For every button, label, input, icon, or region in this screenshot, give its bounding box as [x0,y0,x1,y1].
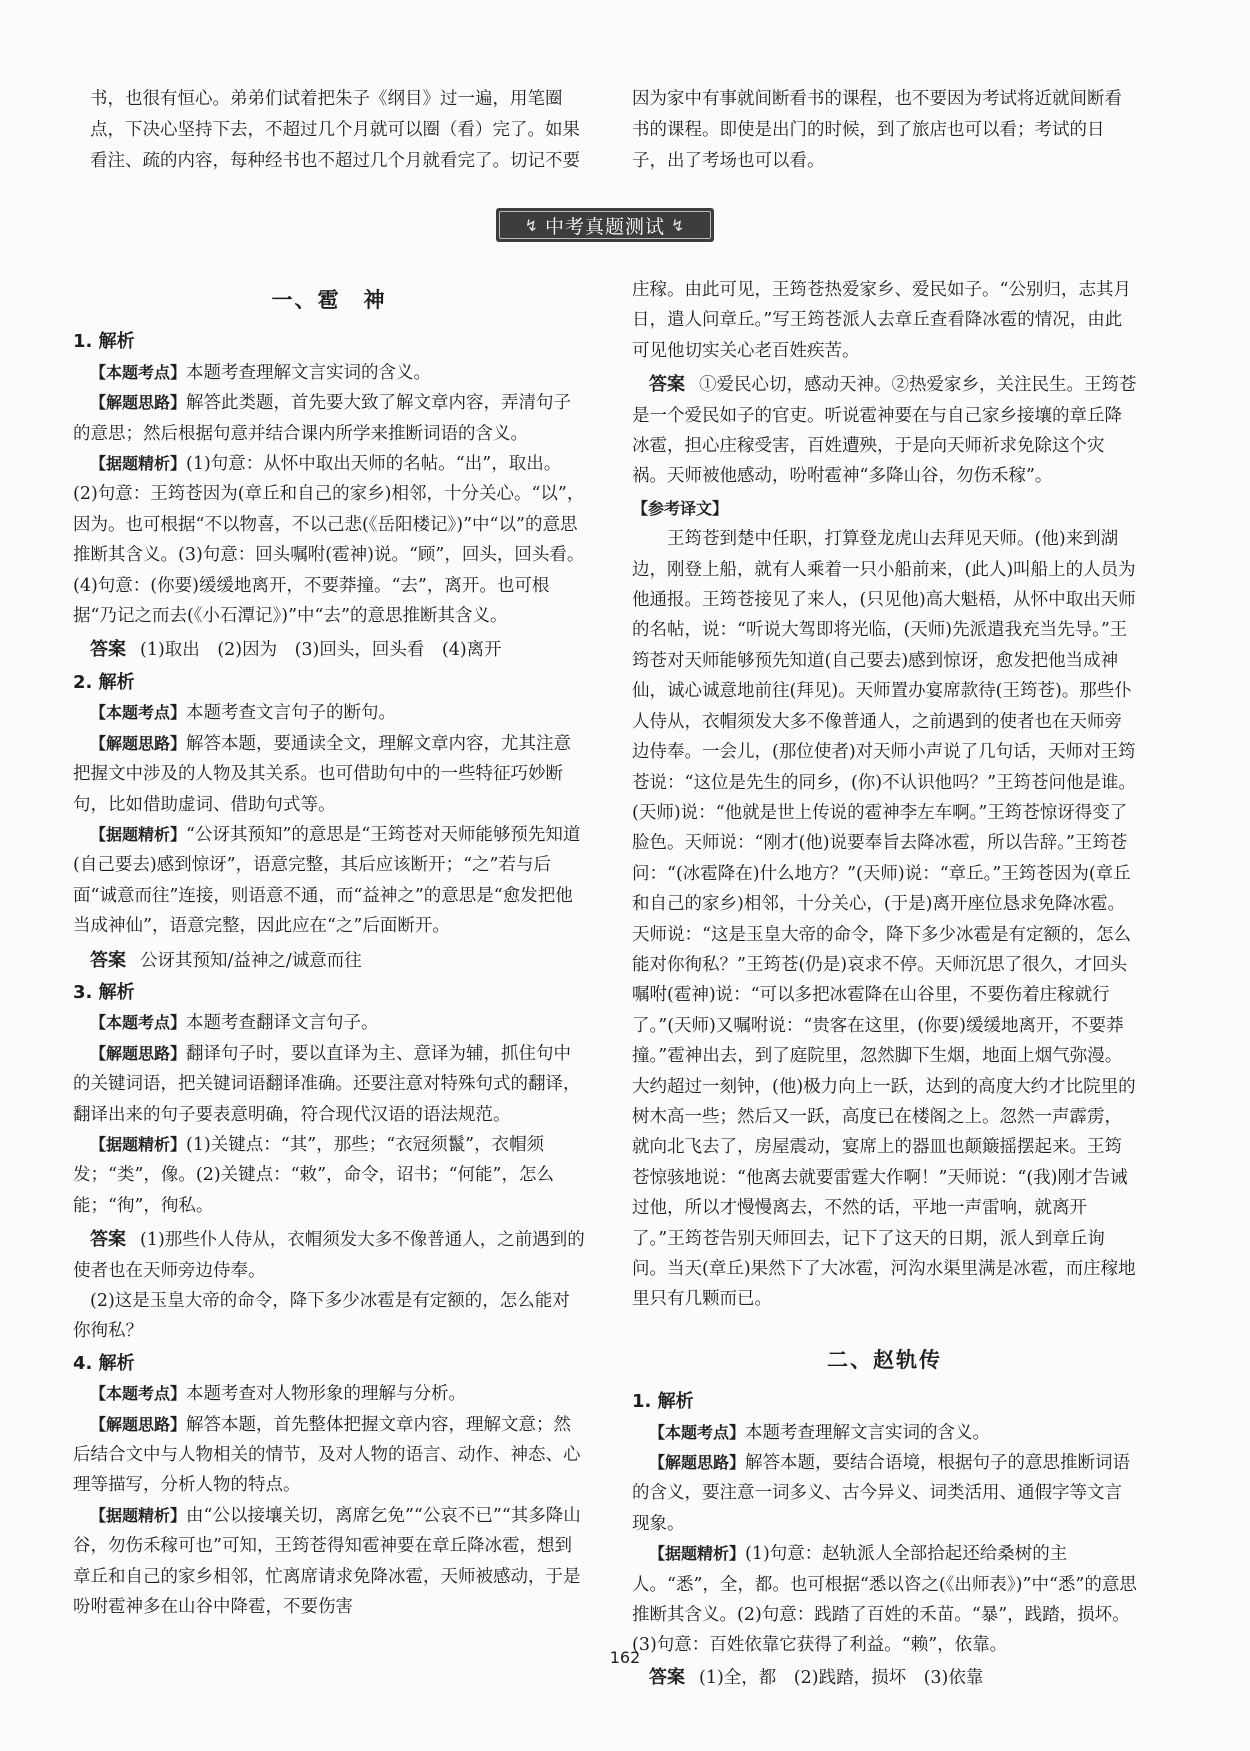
q3-label-silu: 【解题思路】 [90,1043,187,1063]
q3-answer-label: 答案 [90,1229,126,1251]
top-text-left [90,84,585,177]
s2-q1-text-kaodian: 本题考查理解文言实词的含义。 [745,1422,991,1443]
q4-answer-label: 答案 [649,374,685,396]
reference-translation-label: 【参考译文】 [632,498,729,518]
s2-q1-label-jingxi: 【据题精析】 [649,1544,746,1564]
q2-answer-label: 答案 [90,949,126,971]
s2-q1-label-kaodian: 【本题考点】 [649,1422,746,1442]
s2-q1-answer-label: 答案 [649,1666,685,1688]
section1-title: 一、雹 神 [271,287,387,312]
q1-answer: (1)取出 (2)因为 (3)回头，回头看 (4)离开 [140,640,502,661]
q4-head: 4. 解析 [73,1352,135,1374]
q1-text-silu: 解答此类题，首先要大致了解文章内容，弄清句子的意思；然后根据句意并结合课内所学来推断词语的含义。 [73,393,572,444]
q3-answer-2: (2)这是玉皇大帝的命令，降下多少冰雹是有定额的，怎么能对你徇私？ [73,1291,570,1342]
q3-text-kaodian: 本题考查翻译文言句子。 [186,1013,379,1034]
q2-text-kaodian: 本题考查文言句子的断句。 [186,703,397,724]
q3-text-jingxi: (1)关键点：“其”，那些；“衣冠须鬣”，衣帽须发；“类”，像。(2)关键点：“敕”，命令，诏书；“何能”，怎么能；“徇”，徇私。 [73,1134,554,1216]
q2-label-jingxi: 【据题精析】 [90,824,187,844]
q3-label-kaodian: 【本题考点】 [90,1013,187,1033]
right-column [632,275,1137,1693]
q1-label-silu: 【解题思路】 [90,393,187,413]
q1-answer-label: 答案 [90,639,126,661]
q2-text-jingxi: “公讶其预知”的意思是“王筠苍对天师能够预先知道(自己要去)感到惊讶”，语意完整，其后应该断开；“之”若与后面“诚意而往”连接，则语意不通，而“益神之”的意思是“愈发把他当成神仙”，语意完整，因此应在“之”后面断开。 [73,824,581,937]
q1-label-jingxi: 【据题精析】 [90,454,187,474]
q4-continuation: 庄稼。由此可见，王筠苍热爱家乡、爱民如子。“公别归，志其月日，遣人问章丘。”写王筠苍派人去章丘查看降冰雹的情况，由此可见他切实关心老百姓疾苦。 [632,280,1131,361]
q1-label-kaodian: 【本题考点】 [90,362,187,382]
q3-answer-1: (1)那些仆人侍从，衣帽须发大多不像普通人，之前遇到的使者也在天师旁边侍奉。 [73,1230,585,1281]
q4-label-jingxi: 【据题精析】 [90,1505,187,1525]
q2-label-kaodian: 【本题考点】 [90,703,187,723]
q4-text-kaodian: 本题考查对人物形象的理解与分析。 [186,1384,467,1405]
swirl-icon: ↯ [671,215,686,235]
q4-text-jingxi: 由“公以接壤关切，离席乞免”“公哀不已”“其多降山谷，勿伤禾稼可也”可知，王筠苍得知雹神要在章丘降冰雹，想到章丘和自己的家乡相邻，忙离席请求免降冰雹，天师被感动，于是吩咐雹神多在山谷中降雹，不要伤害 [73,1505,581,1618]
q2-head: 2. 解析 [73,671,135,693]
q4-label-kaodian: 【本题考点】 [90,1384,187,1404]
s2-q1-text-silu: 解答本题，要结合语境，根据句子的意思推断词语的含义，要注意一词多义、古今异义、词类活用、通假字等文言现象。 [632,1453,1131,1534]
section-banner [496,208,714,242]
q1-text-kaodian: 本题考查理解文言实词的含义。 [186,362,432,383]
q4-answer: ①爱民心切，感动天神。②热爱家乡，关注民生。王筠苍是一个爱民如子的官吏。听说雹神要在与自己家乡接壤的章丘降冰雹，担心庄稼受害，百姓遭殃，于是向天师祈求免除这个灾祸。天师被他感动，吩咐雹神“多降山谷，勿伤禾稼”。 [632,375,1137,487]
q1-head: 1. 解析 [73,331,135,353]
q4-text-silu: 解答本题，首先整体把握文章内容，理解文意；然后结合文中与人物相关的情节，及对人物的语言、动作、神态、心理等描写，分析人物的特点。 [73,1414,581,1496]
q2-label-silu: 【解题思路】 [90,733,187,753]
q2-answer: 公讶其预知/益神之/诚意而往 [140,950,362,971]
top-left-paragraph: 书，也很有恒心。弟弟们试着把朱子《纲目》过一遍，用笔圈点，下决心坚持下去，不超过几个月就可以圈（看）完了。如果看注、疏的内容，每种经书也不超过几个月就看完了。切记不要 [90,89,580,171]
s2-q1-text-jingxi: (1)句意：赵轨派人全部拾起还给桑树的主人。“悉”，全，都。也可根据“悉以咨之(《出师表》)”中“悉”的意思推断其含义。(2)句意：践踏了百姓的禾苗。“暴”，践踏，损坏。(3)句意：百姓依靠它获得了利益。“赖”，依靠。 [632,1544,1137,1656]
q3-head: 3. 解析 [73,981,135,1003]
q4-label-silu: 【解题思路】 [90,1414,187,1434]
q3-label-jingxi: 【据题精析】 [90,1134,187,1154]
reference-translation: 王筠苍到楚中任职，打算登龙虎山去拜见天师。(他)来到湖边，刚登上船，就有人乘着一只小船前来，(此人)叫船上的人员为他通报。王筠苍接见了来人，(只见他)高大魁梧，从怀中取出天师的名帖，说：“听说大驾即将光临，(天师)先派遣我充当先导。”王筠苍对天师能够预先知道(自己要去)感到惊讶，愈发把他当成神仙，诚心诚意地前往(拜见)。天师置办宴席款待(王筠苍)。那些仆人侍从，衣帽须发大多不像普通人，之前遇到的使者也在天师旁边侍奉。一会儿，(那位使者)对天师小声说了几句话，天师对王筠苍说：“这位是先生的同乡，(你)不认识他吗？”王筠苍问他是谁。(天师)说：“他就是世上传说的雹神李左车啊。”王筠苍惊讶得变了脸色。天师说：“刚才(他)说要奉旨去降冰雹，所以告辞。”王筠苍问：“(冰雹降在)什么地方？”(天师)说：“章丘。”王筠苍因为(章丘和自己的家乡)相邻，十分关心，(于是)离开座位恳求免降冰雹。天师说：“这是玉皇大帝的命令，降下多少冰雹是有定额的，怎么能对你徇私？”王筠苍(仍是)哀求不停。天师沉思了很久，才回头嘱咐(雹神)说：“可以多把冰雹降在山谷里，不要伤着庄稼就行了。”(天师)又嘱咐说：“贵客在这里，(你要)缓缓地离开，不要莽撞。”雹神出去，到了庭院里，忽然脚下生烟，地面上烟气弥漫。大约超过一刻钟，(他)极力向上一跃，达到的高度大约才比院里的树木高一些；然后又一跃，高度已在楼阁之上。忽然一声霹雳，就向北飞去了，房屋震动，宴席上的器皿也颠簸摇摆起来。王筠苍惊骇地说：“他离去就要雷霆大作啊！”天师说：“(我)刚才告诫过他，所以才慢慢离去，不然的话，平地一声雷响，就离开了。”王筠苍告别天师回去，记下了这天的日期，派人到章丘询问。当天(章丘)果然下了大冰雹，河沟水渠里满是冰雹，而庄稼地里只有几颗而已。 [632,529,1137,1310]
left-column [73,285,585,1622]
q1-text-jingxi: (1)句意：从怀中取出天师的名帖。“出”，取出。(2)句意：王筠苍因为(章丘和自己的家乡)相邻，十分关心。“以”，因为。也可根据“不以物喜，不以己悲(《岳阳楼记》)”中“以”的意思推断其含义。(3)句意：回头嘱咐(雹神)说。“顾”，回头，回头看。(4)句意：(你要)缓缓地离开，不要莽撞。“去”，离开。也可根据“乃记之而去(《小石潭记》)”中“去”的意思推断其含义。 [73,454,585,627]
banner-title: 中考真题测试 [544,215,665,238]
s2-q1-label-silu: 【解题思路】 [649,1453,746,1473]
q3-text-silu: 翻译句子时，要以直译为主、意译为辅，抓住句中的关键词语，把关键词语翻译准确。还要注意对特殊句式的翻译，翻译出来的句子要表意明确，符合现代汉语的语法规范。 [73,1043,581,1125]
swirl-icon: ↯ [524,215,539,235]
s2-q1-answer: (1)全，都 (2)践踏，损坏 (3)依靠 [699,1667,984,1688]
s2-q1-head: 1. 解析 [632,1391,694,1413]
page-number: 162 [609,1648,641,1667]
top-right-paragraph: 因为家中有事就间断看书的课程，也不要因为考试将近就间断看书的课程。即使是出门的时候，到了旅店也可以看；考试的日子，出了考场也可以看。 [632,89,1122,171]
q2-text-silu: 解答本题，要通读全文，理解文章内容，尤其注意把握文中涉及的人物及其关系。也可借助句中的一些特征巧妙断句，比如借助虚词、借助句式等。 [73,733,572,815]
section2-title: 二、赵轨传 [827,1346,942,1372]
top-text-right [632,84,1137,177]
